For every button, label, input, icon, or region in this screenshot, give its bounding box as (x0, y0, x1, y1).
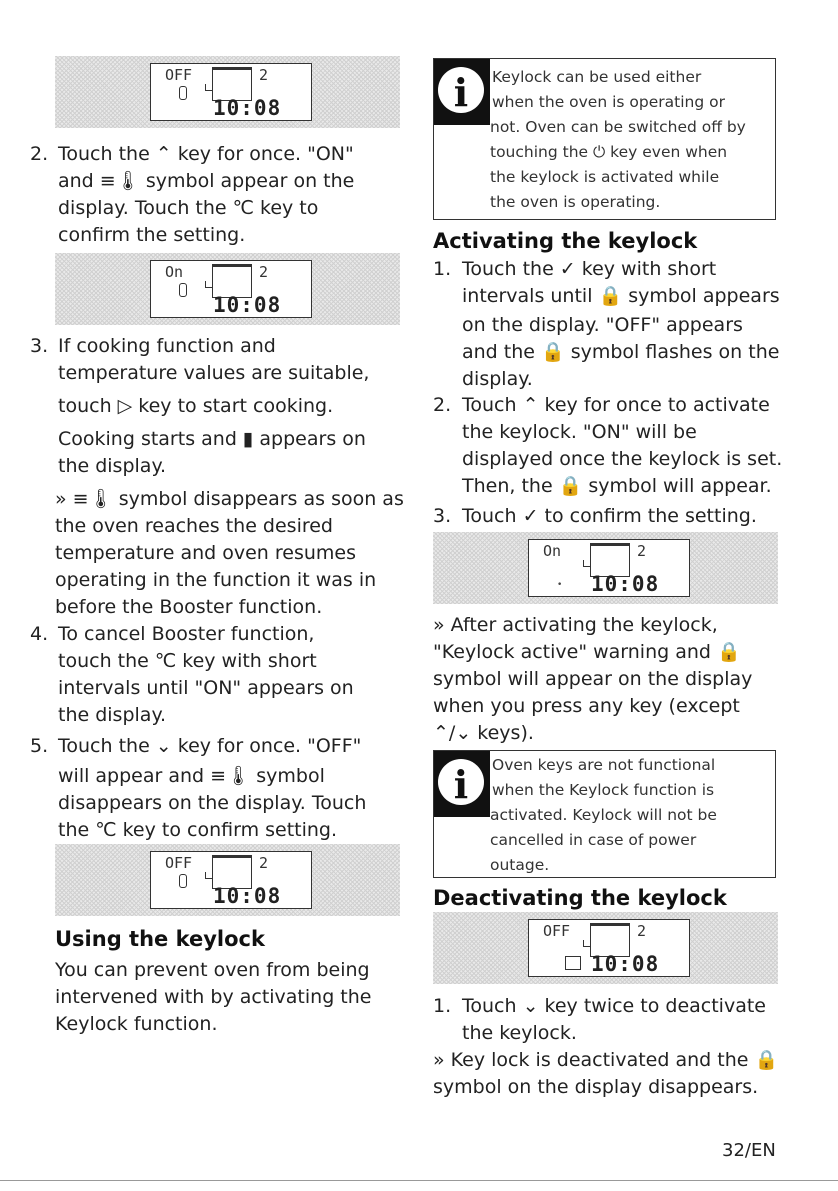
thermometer-icon (179, 86, 187, 100)
display-time: 10:08 (591, 952, 660, 976)
note-line: not. Oven can be switched off by (490, 118, 746, 136)
oven-display-panel (55, 253, 400, 325)
display-screen (150, 851, 312, 909)
step-line: display. (462, 368, 533, 390)
oven-display-panel (433, 912, 778, 984)
display-screen (528, 539, 690, 597)
step-line: Touch the ⌄ key for once. "OFF" (58, 735, 362, 757)
display-screen (150, 260, 312, 318)
display-level: 2 (637, 922, 647, 940)
note-line: when the Keylock function is (492, 781, 715, 799)
step-number: 1. (433, 258, 452, 280)
info-note-2 (433, 750, 776, 878)
step-line: touch the ℃ key with short (58, 650, 317, 672)
note-line: » ≡🌡 symbol disappears as soon as (55, 488, 404, 510)
deactivated-note (433, 1047, 783, 1101)
step-number: 5. (30, 735, 49, 757)
display-hook (583, 560, 590, 567)
display-mode: OFF (165, 854, 193, 872)
oven-display-panel (55, 56, 400, 128)
step-number: 1. (433, 995, 452, 1017)
step-line: the display. (58, 704, 167, 726)
step-line: on the display. "OFF" appears (462, 314, 743, 336)
info-icon: i (434, 59, 490, 125)
display-hook (205, 281, 212, 288)
step-line: and ≡🌡 symbol appear on the (58, 170, 355, 192)
display-time: 10:08 (213, 96, 282, 120)
display-hook (205, 84, 212, 91)
thermometer-icon (179, 874, 187, 888)
note-line: Oven keys are not functional (492, 756, 716, 774)
display-level: 2 (259, 854, 269, 872)
step-line: Touch ✓ to confirm the setting. (462, 505, 757, 527)
step-line: Touch the ⌃ key for once. "ON" (58, 143, 354, 165)
display-time: 10:08 (213, 884, 282, 908)
step-line: confirm the setting. (58, 224, 246, 246)
step-line: display. Touch the ℃ key to (58, 197, 319, 219)
note-line: symbol on the display disappears. (433, 1076, 759, 1098)
display-screen (528, 919, 690, 977)
using-keylock-text (55, 957, 405, 1038)
step-line: Cooking starts and ▮ appears on (58, 428, 366, 450)
note-line: » After activating the keylock, (433, 614, 718, 636)
footer-divider (0, 1180, 838, 1181)
display-mode: OFF (543, 922, 571, 940)
display-time: 10:08 (591, 572, 660, 596)
step-line: To cancel Booster function, (58, 623, 315, 645)
note-line: operating in the function it was in (55, 569, 377, 591)
step-number: 2. (433, 394, 452, 416)
info-icon: i (434, 751, 490, 817)
note-line: touching the ⏻ key even when (490, 143, 728, 161)
step-line: displayed once the keylock is set. (462, 448, 783, 470)
step-line: the ℃ key to confirm setting. (58, 819, 338, 841)
page-number: 32/EN (722, 1140, 776, 1161)
step-line: disappears on the display. Touch (58, 792, 367, 814)
section-heading-deactivating: Deactivating the keylock (433, 886, 727, 910)
note-line: when the oven is operating or (492, 93, 725, 111)
step-number: 3. (30, 335, 49, 357)
note-line: ⌃/⌄ keys). (433, 722, 534, 744)
display-mode: OFF (165, 66, 193, 84)
note-line: outage. (490, 856, 550, 874)
note-line: before the Booster function. (55, 596, 323, 618)
step-line: intervals until "ON" appears on (58, 677, 354, 699)
display-level: 2 (259, 66, 269, 84)
section-heading-activating: Activating the keylock (433, 229, 698, 253)
small-dot-icon: • (557, 580, 563, 590)
thermometer-icon (179, 283, 187, 297)
display-level: 2 (637, 542, 647, 560)
section-heading-using-keylock: Using the keylock (55, 927, 265, 951)
display-level: 2 (259, 263, 269, 281)
note-line: cancelled in case of power (490, 831, 697, 849)
step-line: temperature values are suitable, (58, 362, 370, 384)
step-number: 4. (30, 623, 49, 645)
step-line: Touch ⌄ key twice to deactivate (462, 995, 766, 1017)
step-line: Touch the ✓ key with short (462, 258, 717, 280)
step-number: 2. (30, 143, 49, 165)
display-hook (583, 940, 590, 947)
note-line: the keylock is activated while (490, 168, 720, 186)
note-line: activated. Keylock will not be (490, 806, 717, 824)
note-line: symbol will appear on the display (433, 668, 753, 690)
step-line: intervals until 🔒 symbol appears (462, 285, 780, 307)
paragraph-line: Keylock function. (55, 1013, 218, 1035)
paragraph-line: intervened with by activating the (55, 986, 372, 1008)
note-line: when you press any key (except (433, 695, 740, 717)
note-line: temperature and oven resumes (55, 542, 357, 564)
note-line: » Key lock is deactivated and the 🔒 (433, 1049, 779, 1071)
step-line: the display. (58, 455, 167, 477)
step-line: touch ▷ key to start cooking. (58, 395, 334, 417)
display-time: 10:08 (213, 293, 282, 317)
display-mode: On (165, 263, 184, 281)
keylock-icon (565, 956, 581, 970)
step-line: the keylock. (462, 1022, 577, 1044)
paragraph-line: You can prevent oven from being (55, 959, 370, 981)
step-line: and the 🔒 symbol flashes on the (462, 341, 780, 363)
step-line: Touch ⌃ key for once to activate (462, 394, 770, 416)
booster-note (55, 486, 405, 621)
note-line: the oven is operating. (490, 193, 661, 211)
display-screen (150, 63, 312, 121)
display-mode: On (543, 542, 562, 560)
step-line: the keylock. "ON" will be (462, 421, 697, 443)
step-line: If cooking function and (58, 335, 276, 357)
note-line: the oven reaches the desired (55, 515, 333, 537)
after-activating-note (433, 612, 783, 747)
note-line: Keylock can be used either (492, 68, 702, 86)
display-hook (205, 872, 212, 879)
oven-display-panel (55, 844, 400, 916)
step-line: Then, the 🔒 symbol will appear. (462, 475, 772, 497)
oven-display-panel (433, 532, 778, 604)
step-number: 3. (433, 505, 452, 527)
step-line: will appear and ≡🌡 symbol (58, 765, 325, 787)
note-line: "Keylock active" warning and 🔒 (433, 641, 741, 663)
info-note-1 (433, 58, 776, 220)
